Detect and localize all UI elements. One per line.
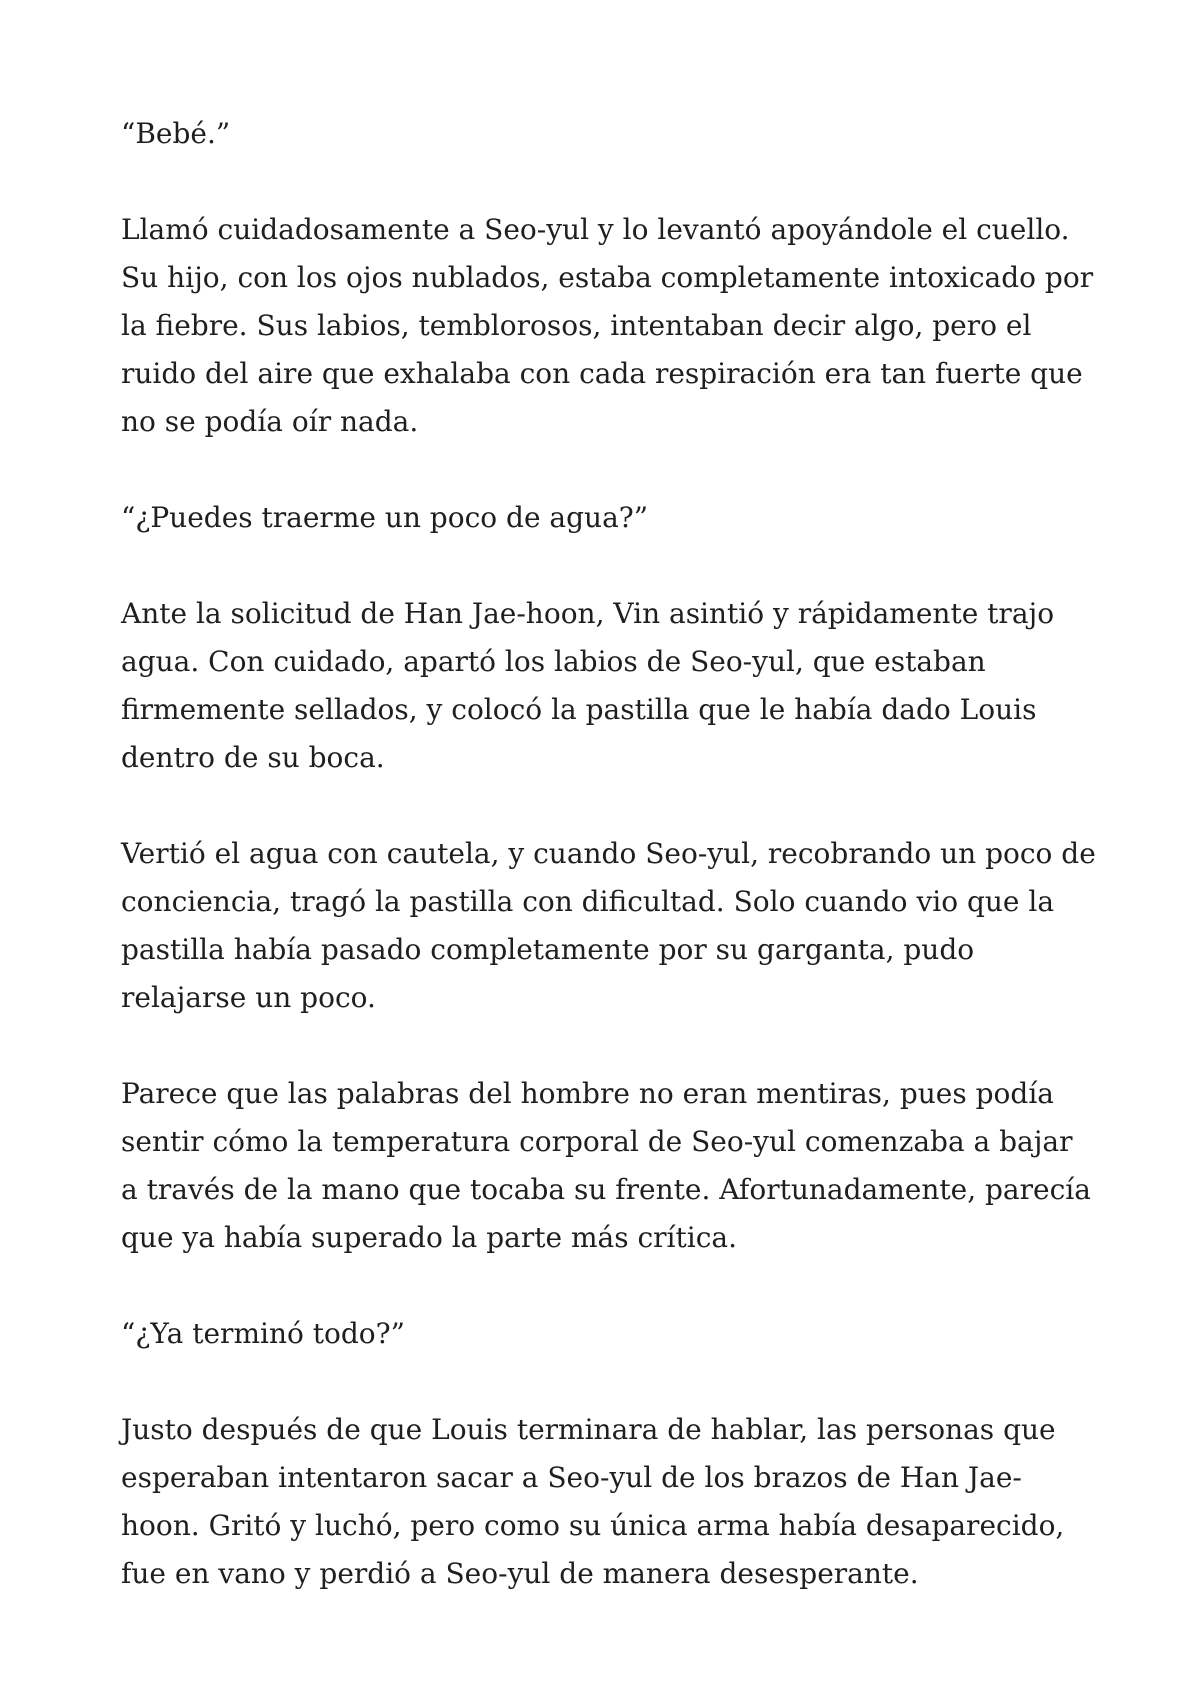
document-page — [121, 110, 1096, 1646]
paragraph-dialogue-bebe: “Bebé.” — [121, 117, 231, 150]
paragraph-dialogue-finished: “¿Ya terminó todo?” — [121, 1317, 405, 1350]
paragraph-narration: Llamó cuidadosamente a Seo-yul y lo levantó apoyándole el cuello. Su hijo, con los ojos nublados, estaba completamente intoxicado por la fiebre. Sus labios, temblorosos, intentaban decir algo, pero el ruido del aire que exhalaba con cada respiración era tan fuerte que no se podía oír nada. — [121, 213, 1094, 438]
paragraph-narration: Parece que las palabras del hombre no eran mentiras, pues podía sentir cómo la temperatura corporal de Seo-yul comenzaba a bajar a través de la mano que tocaba su frente. Afortunadamente, parecía que ya había superado la parte más crítica. — [121, 1077, 1091, 1254]
paragraph-narration: Vertió el agua con cautela, y cuando Seo-yul, recobrando un poco de conciencia, tragó la pastilla con dificultad. Solo cuando vio que la pastilla había pasado completamente por su garganta, pudo relajarse un poco. — [121, 837, 1096, 1014]
paragraph-dialogue-water: “¿Puedes traerme un poco de agua?” — [121, 501, 649, 534]
paragraph-narration: Justo después de que Louis terminara de hablar, las personas que esperaban intentaron sacar a Seo-yul de los brazos de Han Jae-hoon. Gritó y luchó, pero como su única arma había desaparecido, fue en vano y perdió a Seo-yul de manera desesperante. — [121, 1413, 1065, 1590]
paragraph-narration: Ante la solicitud de Han Jae-hoon, Vin asintió y rápidamente trajo agua. Con cuidado, apartó los labios de Seo-yul, que estaban firmemente sellados, y colocó la pastilla que le había dado Louis dentro de su boca. — [121, 597, 1055, 774]
